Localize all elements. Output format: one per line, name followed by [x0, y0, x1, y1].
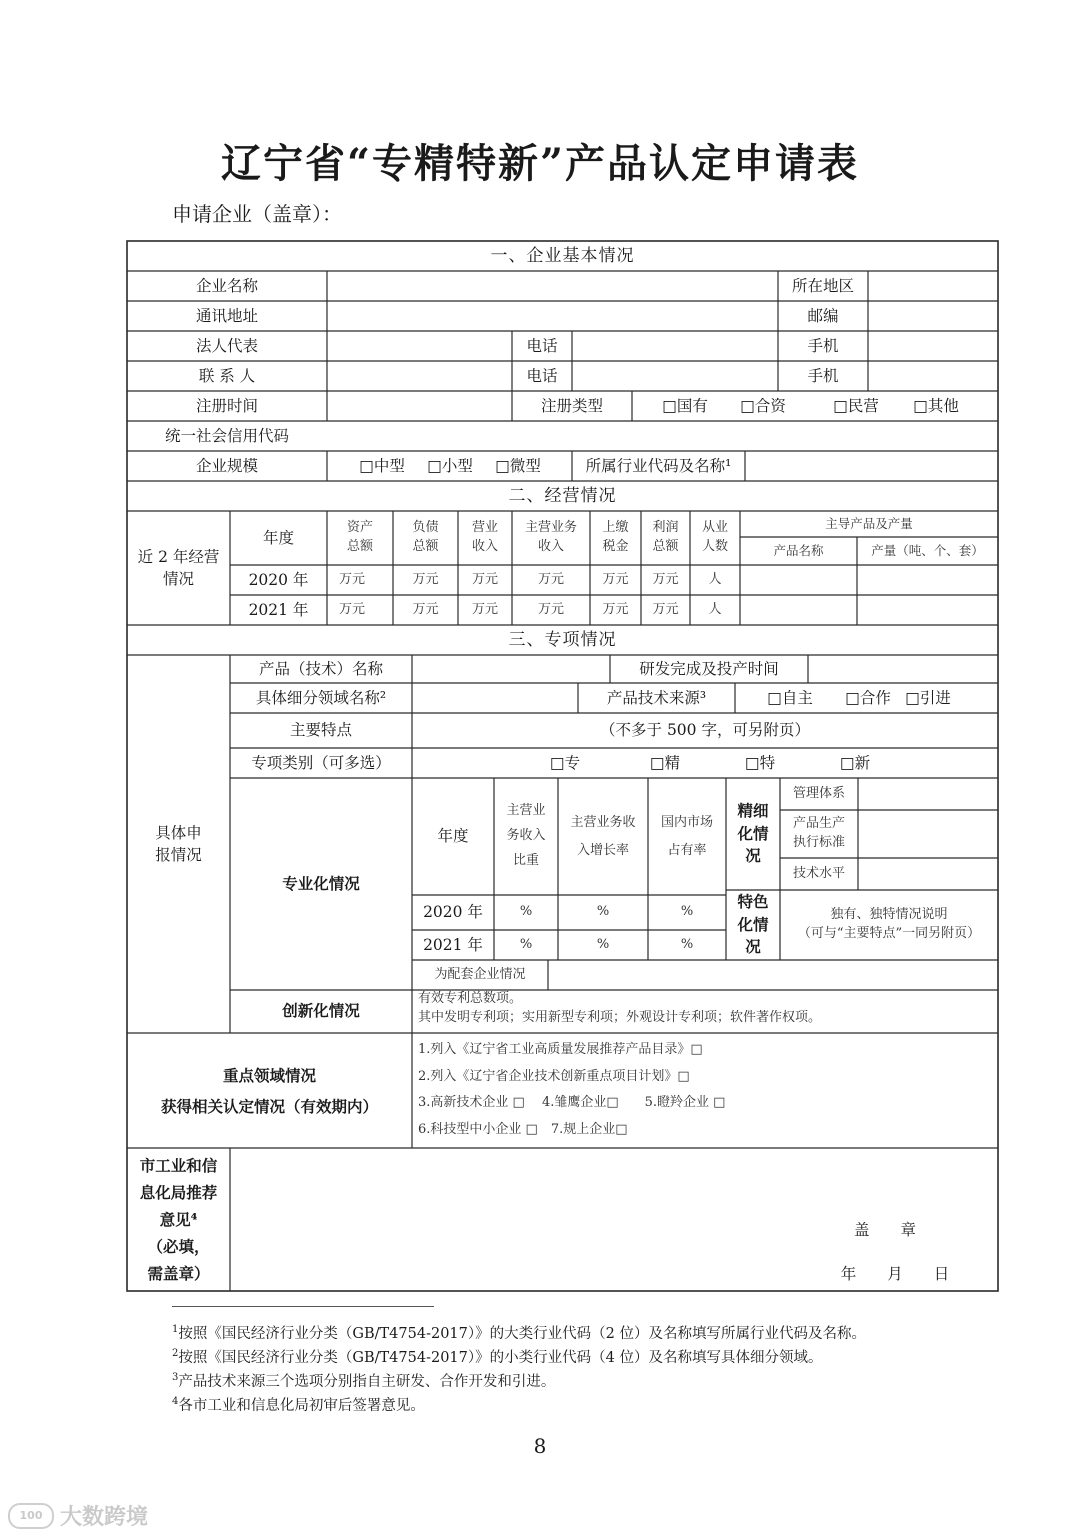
header-output: 产量（吨、个、套） — [871, 542, 984, 558]
hint-main-features: （不多于 500 字，可另附页） — [600, 721, 810, 740]
unit-cell: 万元 — [602, 601, 629, 617]
label-legal-rep: 法人代表 — [195, 336, 258, 355]
unit-cell: 万元 — [652, 601, 679, 617]
unit-cell: 万元 — [471, 571, 498, 587]
watermark — [8, 1500, 148, 1531]
seal-label: 盖 章 — [853, 1220, 916, 1239]
unit-cell: 人 — [708, 601, 722, 617]
footnote-2 — [172, 1346, 822, 1367]
header-total-profit: 利润 总额 — [652, 520, 679, 554]
footnote-text: 产品技术来源三个选项分别指自主研发、合作开发和引进。 — [178, 1374, 556, 1390]
footnote-num: 3 — [172, 1372, 179, 1384]
innovation-patents-breakdown: 其中发明专利项；实用新型专利项；外观设计专利项；软件著作权项。 — [418, 1009, 822, 1025]
label-mobile: 手机 — [807, 336, 839, 355]
header-total-liabilities: 负债 总额 — [412, 520, 439, 554]
footnote-num: 1 — [172, 1324, 179, 1336]
label-reg-type: 注册类型 — [540, 396, 603, 415]
footnote-rule — [172, 1306, 434, 1307]
label-tech-source: 产品技术来源³ — [606, 688, 707, 707]
year-2020: 2020 年 — [248, 570, 309, 589]
label-postcode: 邮编 — [807, 306, 839, 325]
label-application-details: 具体申 报情况 — [155, 823, 202, 864]
watermark-text: 大数跨境 — [60, 1505, 149, 1530]
percent-cell: % — [680, 936, 694, 952]
label-supporting: 为配套企业情况 — [434, 966, 526, 982]
footnote-1 — [172, 1322, 866, 1343]
section-special: 三、专项情况 — [508, 629, 617, 650]
label-region: 所在地区 — [791, 276, 854, 295]
watermark-logo-icon: 100 — [8, 1503, 54, 1529]
spec-year-2020: 2020 年 — [423, 903, 483, 922]
label-industry: 所属行业代码及名称¹ — [585, 456, 732, 475]
footnote-text: 按照《国民经济行业分类（GB/T4754-2017）》的大类行业代码（2 位）及名称填写所属行业代码及名称。 — [178, 1326, 866, 1342]
footnote-num: 2 — [172, 1348, 179, 1360]
label-specialization: 专业化情况 — [282, 873, 360, 893]
key-item: 3.高新技术企业 □ 4.雏鹰企业□ 5.瞪羚企业 □ — [418, 1095, 726, 1111]
label-refinement: 精细 化情 况 — [737, 801, 769, 866]
label-phone: 电话 — [526, 336, 558, 355]
date-label: 年 月 日 — [840, 1264, 950, 1283]
option-refined: □精 — [649, 753, 681, 772]
header-spec-year: 年度 — [437, 827, 469, 846]
option-cooperation: □合作 — [845, 688, 891, 707]
header-main-products: 主导产品及产量 — [825, 515, 913, 531]
header-revenue: 营业 收入 — [471, 520, 498, 554]
percent-cell: % — [680, 904, 694, 920]
label-innovation: 创新化情况 — [282, 1001, 360, 1021]
option-small: □小型 — [427, 456, 473, 475]
label-characteristic: 特色 化情 况 — [737, 892, 769, 957]
option-state-owned: □国有 — [662, 396, 708, 415]
option-joint-venture: □合资 — [740, 396, 786, 415]
label-category: 专项类别（可多选） — [251, 753, 391, 772]
unit-cell: 万元 — [338, 601, 365, 617]
label-contact-phone: 电话 — [526, 366, 558, 385]
header-total-assets: 资产 总额 — [346, 520, 373, 554]
key-item: 6.科技型中小企业 □ 7.规上企业□ — [418, 1122, 628, 1138]
label-city-opinion: 市工业和信 息化局推荐 意见⁴ （必填， 需盖章） — [139, 1155, 218, 1284]
page-number: 8 — [533, 1434, 547, 1458]
option-medium: □中型 — [359, 456, 405, 475]
label-key-field: 重点领域情况 获得相关认定情况（有效期内） — [160, 1065, 378, 1116]
percent-cell: % — [596, 936, 610, 952]
label-sub-field: 具体细分领域名称² — [255, 688, 387, 707]
percent-cell: % — [519, 904, 533, 920]
footnote-num: 4 — [172, 1396, 179, 1408]
label-contact: 联 系 人 — [198, 366, 256, 385]
label-main-features: 主要特点 — [289, 721, 352, 740]
label-address: 通讯地址 — [195, 306, 258, 325]
header-main-business-revenue: 主营业务 收入 — [524, 520, 577, 554]
footnote-text: 各市工业和信息化局初审后签署意见。 — [178, 1398, 425, 1414]
header-employees: 从业 人数 — [701, 520, 728, 554]
label-tech-level: 技术水平 — [792, 865, 845, 881]
label-credit-code: 统一社会信用代码 — [164, 426, 289, 445]
key-item: 2.列入《辽宁省企业技术创新重点项目计划》□ — [418, 1068, 690, 1084]
label-reg-time: 注册时间 — [195, 396, 258, 415]
label-recent-2-years: 近 2 年经营 情况 — [137, 547, 220, 588]
footnote-4 — [172, 1394, 425, 1415]
option-independent: □自主 — [767, 688, 813, 707]
unit-cell: 万元 — [412, 601, 439, 617]
option-other: □其他 — [913, 396, 959, 415]
unit-cell: 人 — [708, 571, 722, 587]
header-year: 年度 — [262, 528, 294, 547]
header-main-revenue-share: 主营业 务收入 比重 — [506, 803, 546, 868]
unit-cell: 万元 — [602, 571, 629, 587]
option-featured: □特 — [744, 753, 776, 772]
option-specialized: □专 — [549, 753, 581, 772]
footnote-3 — [172, 1370, 555, 1391]
unit-cell: 万元 — [471, 601, 498, 617]
unit-cell: 万元 — [537, 601, 564, 617]
label-scale: 企业规模 — [195, 456, 258, 475]
footnote-text: 按照《国民经济行业分类（GB/T4754-2017）》的小类行业代码（4 位）及名称填写具体细分领域。 — [178, 1350, 823, 1366]
label-production-standard: 产品生产 执行标准 — [792, 816, 845, 850]
key-field-items — [412, 1033, 998, 1148]
option-introduction: □引进 — [905, 688, 951, 707]
header-revenue-growth: 主营业务收 入增长率 — [570, 815, 636, 858]
key-item: 1.列入《辽宁省工业高质量发展推荐产品目录》□ — [418, 1041, 703, 1057]
header-market-share: 国内市场 占有率 — [660, 815, 713, 858]
percent-cell: % — [596, 904, 610, 920]
header-product-name: 产品名称 — [773, 542, 824, 558]
label-contact-mobile: 手机 — [807, 366, 839, 385]
innovation-details — [412, 990, 998, 1033]
innovation-patents-total: 有效专利总数项。 — [418, 991, 523, 1006]
section-operation: 二、经营情况 — [508, 485, 617, 506]
section-basic-info: 一、企业基本情况 — [490, 245, 635, 266]
unit-cell: 万元 — [412, 571, 439, 587]
percent-cell: % — [519, 936, 533, 952]
label-management-system: 管理体系 — [792, 785, 845, 801]
applicant-label: 申请企业（盖章）： — [172, 202, 342, 226]
spec-year-2021: 2021 年 — [423, 935, 483, 954]
option-micro: □微型 — [495, 456, 541, 475]
option-new: □新 — [839, 753, 871, 772]
label-company-name: 企业名称 — [195, 276, 258, 295]
year-2021: 2021 年 — [248, 600, 309, 619]
form-title: 辽宁省“专精特新”产品认定申请表 — [220, 140, 859, 187]
unit-cell: 万元 — [537, 571, 564, 587]
unit-cell: 万元 — [338, 571, 365, 587]
label-product-name: 产品（技术）名称 — [258, 659, 383, 678]
unit-cell: 万元 — [652, 571, 679, 587]
option-private: □民营 — [833, 396, 879, 415]
label-rd-time: 研发完成及投产时间 — [639, 659, 779, 678]
header-taxes: 上缴 税金 — [602, 520, 629, 554]
note-characteristic: 独有、独特情况说明 （可与“主要特点”一同另附页） — [797, 907, 981, 941]
